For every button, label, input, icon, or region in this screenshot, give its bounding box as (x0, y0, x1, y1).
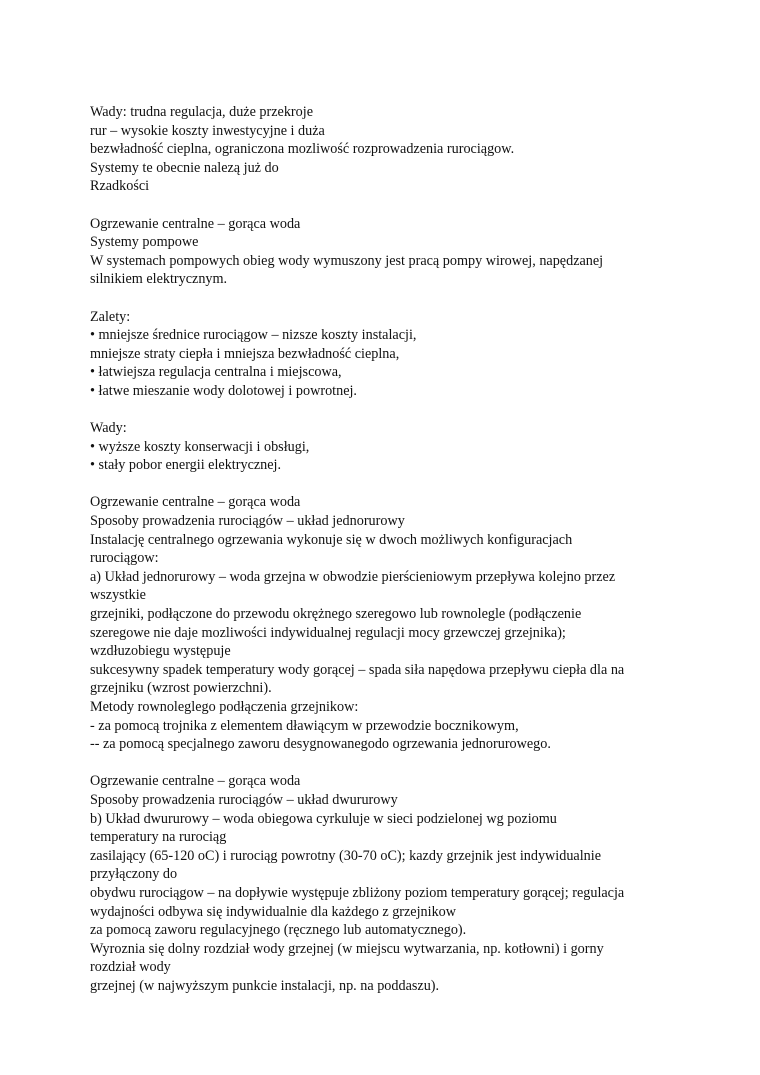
text-line: • stały pobor energii elektrycznej. (90, 457, 282, 474)
text-line: rozdział wody (90, 959, 171, 976)
text-line: -- za pomocą specjalnego zaworu desygnowanegodo ogrzewania jednorurowego. (90, 736, 551, 753)
text-line: • łatwiejsza regulacja centralna i miejscowa, (90, 364, 342, 381)
paragraph-gap (90, 754, 730, 773)
text-line: wydajności odbywa się indywidualnie dla każdego z grzejnikow (90, 903, 457, 920)
text-line: Systemy pompowe (90, 234, 199, 251)
paragraph-gap (90, 475, 730, 494)
text-line: a) Układ jednorurowy – woda grzejna w obwodzie pierścieniowym przepływa kolejno przez (90, 568, 616, 585)
document-body (90, 103, 730, 996)
paragraph-gap (90, 401, 730, 420)
text-line: zasilający (65-120 oC) i rurociąg powrotny (30-70 oC); kazdy grzejnik jest indywidualnie (90, 847, 602, 864)
text-line: mniejsze straty ciepła i mniejsza bezwładność cieplna, (90, 345, 400, 362)
text-line: • mniejsze średnice rurociągow – nizsze koszty instalacji, (90, 327, 417, 344)
paragraph-gap (90, 289, 730, 308)
text-line: wzdłuzobiegu występuje (90, 643, 231, 660)
text-line: szeregowe nie daje mozliwości indywidualnej regulacji mocy grzewczej grzejnika); (90, 624, 566, 641)
text-line: przyłączony do (90, 866, 178, 883)
text-line: za pomocą zaworu regulacyjnego (ręcznego lub automatycznego). (90, 922, 467, 939)
text-line: wszystkie (90, 587, 146, 604)
text-line: Instalację centralnego ogrzewania wykonuje się w dwoch możliwych konfiguracjach (90, 531, 573, 548)
text-line: - za pomocą trojnika z elementem dławiącym w przewodzie bocznikowym, (90, 717, 519, 734)
text-line: Ogrzewanie centralne – gorąca woda (90, 773, 301, 790)
text-line: rur – wysokie koszty inwestycyjne i duża (90, 122, 325, 139)
text-line: Sposoby prowadzenia rurociągów – układ jednorurowy (90, 513, 405, 530)
text-line: temperatury na rurociąg (90, 829, 227, 846)
text-line: silnikiem elektrycznym. (90, 271, 228, 288)
text-line: Metody rownoleglego podłączenia grzejnikow: (90, 699, 359, 715)
text-line: Ogrzewanie centralne – gorąca woda (90, 494, 301, 511)
text-line: Sposoby prowadzenia rurociągów – układ dwururowy (90, 791, 398, 808)
text-line: • wyższe koszty konserwacji i obsługi, (90, 438, 310, 455)
text-line: bezwładność cieplna, ograniczona mozliwość rozprowadzenia rurociągow. (90, 141, 515, 158)
text-line: grzejniki, podłączone do przewodu okrężnego szeregowo lub rownolegle (podłączenie (90, 606, 582, 623)
text-line: W systemach pompowych obieg wody wymuszony jest pracą pompy wirowej, napędzanej (90, 252, 604, 269)
text-line: grzejniku (wzrost powierzchni). (90, 680, 272, 697)
text-line: grzejnej (w najwyższym punkcie instalacji, np. na poddaszu). (90, 977, 440, 994)
text-line: Zalety: (90, 308, 131, 325)
text-line: rurociągow: (90, 550, 159, 567)
text-line: Ogrzewanie centralne – gorąca woda (90, 215, 301, 232)
text-line: • łatwe mieszanie wody dolotowej i powrotnej. (90, 382, 357, 399)
text-line: Rzadkości (90, 178, 150, 195)
text-line: Wady: trudna regulacja, duże przekroje (90, 104, 313, 120)
text-line: Wady: (90, 420, 127, 437)
text-line: b) Układ dwururowy – woda obiegowa cyrkuluje w sieci podzielonej wg poziomu (90, 810, 557, 827)
text-line: sukcesywny spadek temperatury wody gorącej – spada siła napędowa przepływu ciepła dla na (90, 661, 625, 678)
text-line: Wyroznia się dolny rozdział wody grzejnej (w miejscu wytwarzania, np. kotłowni) i gorny (90, 940, 604, 957)
text-line: obydwu rurociągow – na dopływie występuje zbliżony poziom temperatury gorącej; regulacja (90, 884, 625, 901)
paragraph-gap (90, 196, 730, 215)
text-line: Systemy te obecnie nalezą już do (90, 159, 279, 176)
